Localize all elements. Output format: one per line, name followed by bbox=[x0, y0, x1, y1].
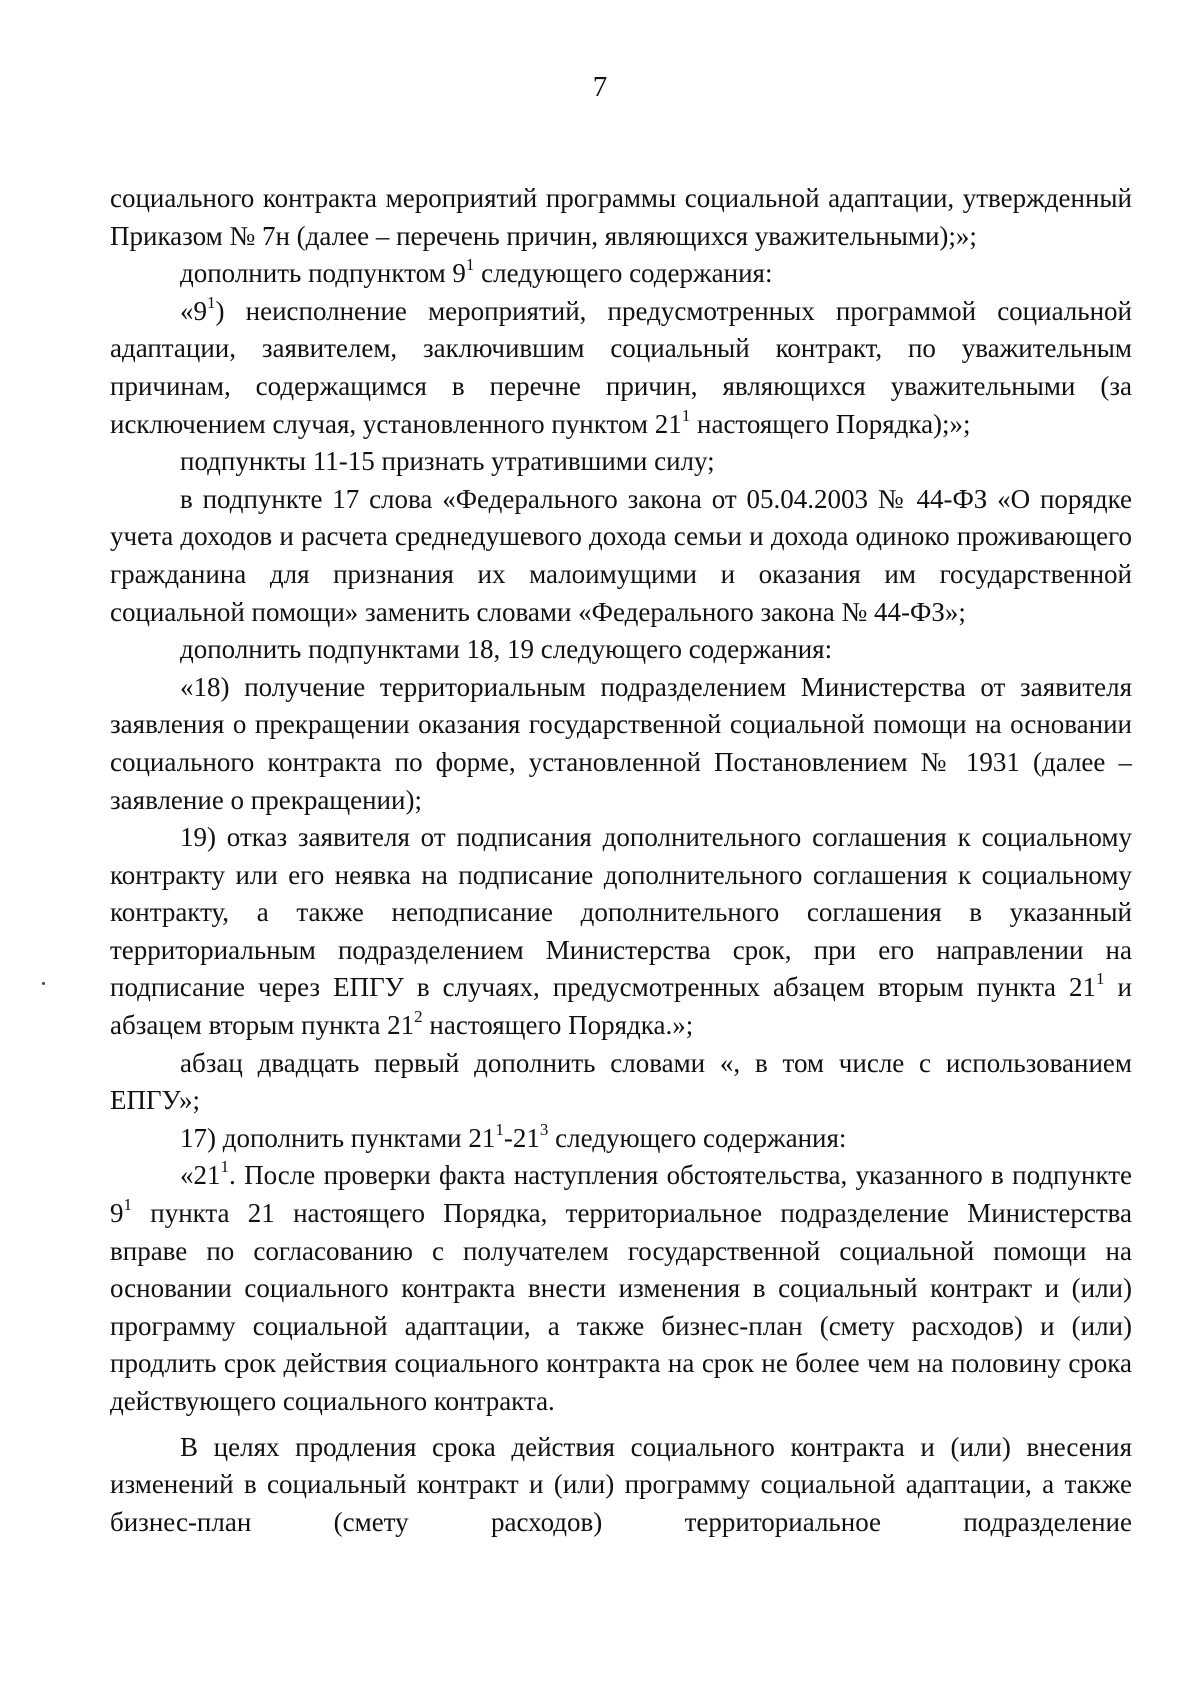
text-run: «21 bbox=[180, 1160, 221, 1191]
paragraph bbox=[110, 443, 1132, 481]
paragraph bbox=[110, 481, 1132, 631]
paragraph bbox=[110, 1157, 1132, 1420]
paragraph bbox=[110, 1045, 1132, 1120]
paragraph bbox=[110, 669, 1132, 819]
superscript: 1 bbox=[207, 292, 216, 312]
text-run: дополнить подпунктом 9 bbox=[180, 258, 466, 289]
text-run: следующего содержания: bbox=[548, 1122, 847, 1153]
text-run: дополнить подпунктами 18, 19 следующего содержания: bbox=[180, 634, 833, 665]
text-run: в подпункте 17 слова «Федерального закона от 05.04.2003 № 44-ФЗ «О порядке учета доходов и расчета среднедушевого дохода семьи и дохода одиноко проживающего гражданина для признания их малоимущими и оказания им государственной социальной помощи» заменить словами «Федерального закона № 44-ФЗ»; bbox=[110, 483, 1132, 627]
paragraph bbox=[110, 255, 1132, 293]
text-run: «9 bbox=[180, 295, 207, 326]
text-run: следующего содержания: bbox=[474, 258, 773, 289]
text-run: «18) получение территориальным подразделением Министерства от заявителя заявления о прекращении оказания государственной социальной помощи на основании социального контракта по форме, установленной Постановлением № 1931 (далее – заявление о прекращении); bbox=[110, 671, 1132, 815]
paragraph bbox=[110, 819, 1132, 1045]
text-run: . После проверки факта наступления обстоятельства, указанного в подпункте 9 bbox=[110, 1160, 1132, 1229]
superscript: 1 bbox=[465, 255, 475, 275]
scan-speck bbox=[42, 982, 45, 985]
text-run: пункта 21 настоящего Порядка, территориальное подразделение Министерства вправе по согласованию с получателем государственной социальной помощи на основании социального контракта внести изменения в социальный контракт и (или) программу социальной адаптации, а также бизнес-план (смету расходов) и (или) продлить срок действия социального контракта на срок не более чем на половину срока действующего социального контракта. bbox=[110, 1198, 1132, 1416]
text-run: социального контракта мероприятий программы социальной адаптации, утвержденный Приказом № 7н (далее – перечень причин, являющихся уважительными);»; bbox=[110, 183, 1132, 251]
superscript: 1 bbox=[495, 1119, 504, 1139]
superscript: 1 bbox=[123, 1195, 132, 1215]
text-run: и абзацем вторым пункта 21 bbox=[110, 972, 1132, 1041]
text-run: 17) дополнить пунктами 21 bbox=[180, 1122, 496, 1153]
text-run: настоящего Порядка);»; bbox=[690, 408, 971, 439]
text-run: абзац двадцать первый дополнить словами «, в том числе с использованием ЕПГУ»; bbox=[110, 1047, 1132, 1116]
text-run: подпункты 11-15 признать утратившими силу; bbox=[180, 446, 715, 477]
page-number: 7 bbox=[592, 71, 608, 103]
text-run: В целях продления срока действия социального контракта и (или) внесения изменений в социальный контракт и (или) программу социальной адаптации, а также бизнес-план (смету расходов) территориальное подразделение bbox=[110, 1431, 1132, 1537]
text-run: ) неисполнение мероприятий, предусмотренных программой социальной адаптации, заявителем, заключившим социальный контракт, по уважительным причинам, содержащимся в перечне причин, являющихся уважительными (за исключением случая, установленного пунктом 21 bbox=[110, 295, 1132, 439]
superscript: 1 bbox=[1096, 969, 1105, 989]
text-run: -21 bbox=[503, 1122, 540, 1153]
text-run: 19) отказ заявителя от подписания дополнительного соглашения к социальному контракту или его неявка на подписание дополнительного соглашения к социальному контракту, а также неподписание дополнительного соглашения в указанный территориальным подразделением Министерства срок, при его направлении на подписание через ЕПГУ в случаях, предусмотренных абзацем вторым пункта 21 bbox=[110, 822, 1132, 1003]
superscript: 2 bbox=[414, 1007, 423, 1027]
paragraph bbox=[110, 180, 1132, 255]
paragraph bbox=[110, 1429, 1132, 1542]
superscript: 3 bbox=[539, 1119, 549, 1139]
paragraph bbox=[110, 631, 1132, 669]
paragraph bbox=[110, 293, 1132, 443]
text-run: настоящего Порядка.»; bbox=[422, 1010, 694, 1041]
superscript: 1 bbox=[220, 1157, 229, 1177]
document-body bbox=[110, 180, 1132, 1541]
paragraph bbox=[110, 1120, 1132, 1158]
superscript: 1 bbox=[681, 405, 691, 425]
